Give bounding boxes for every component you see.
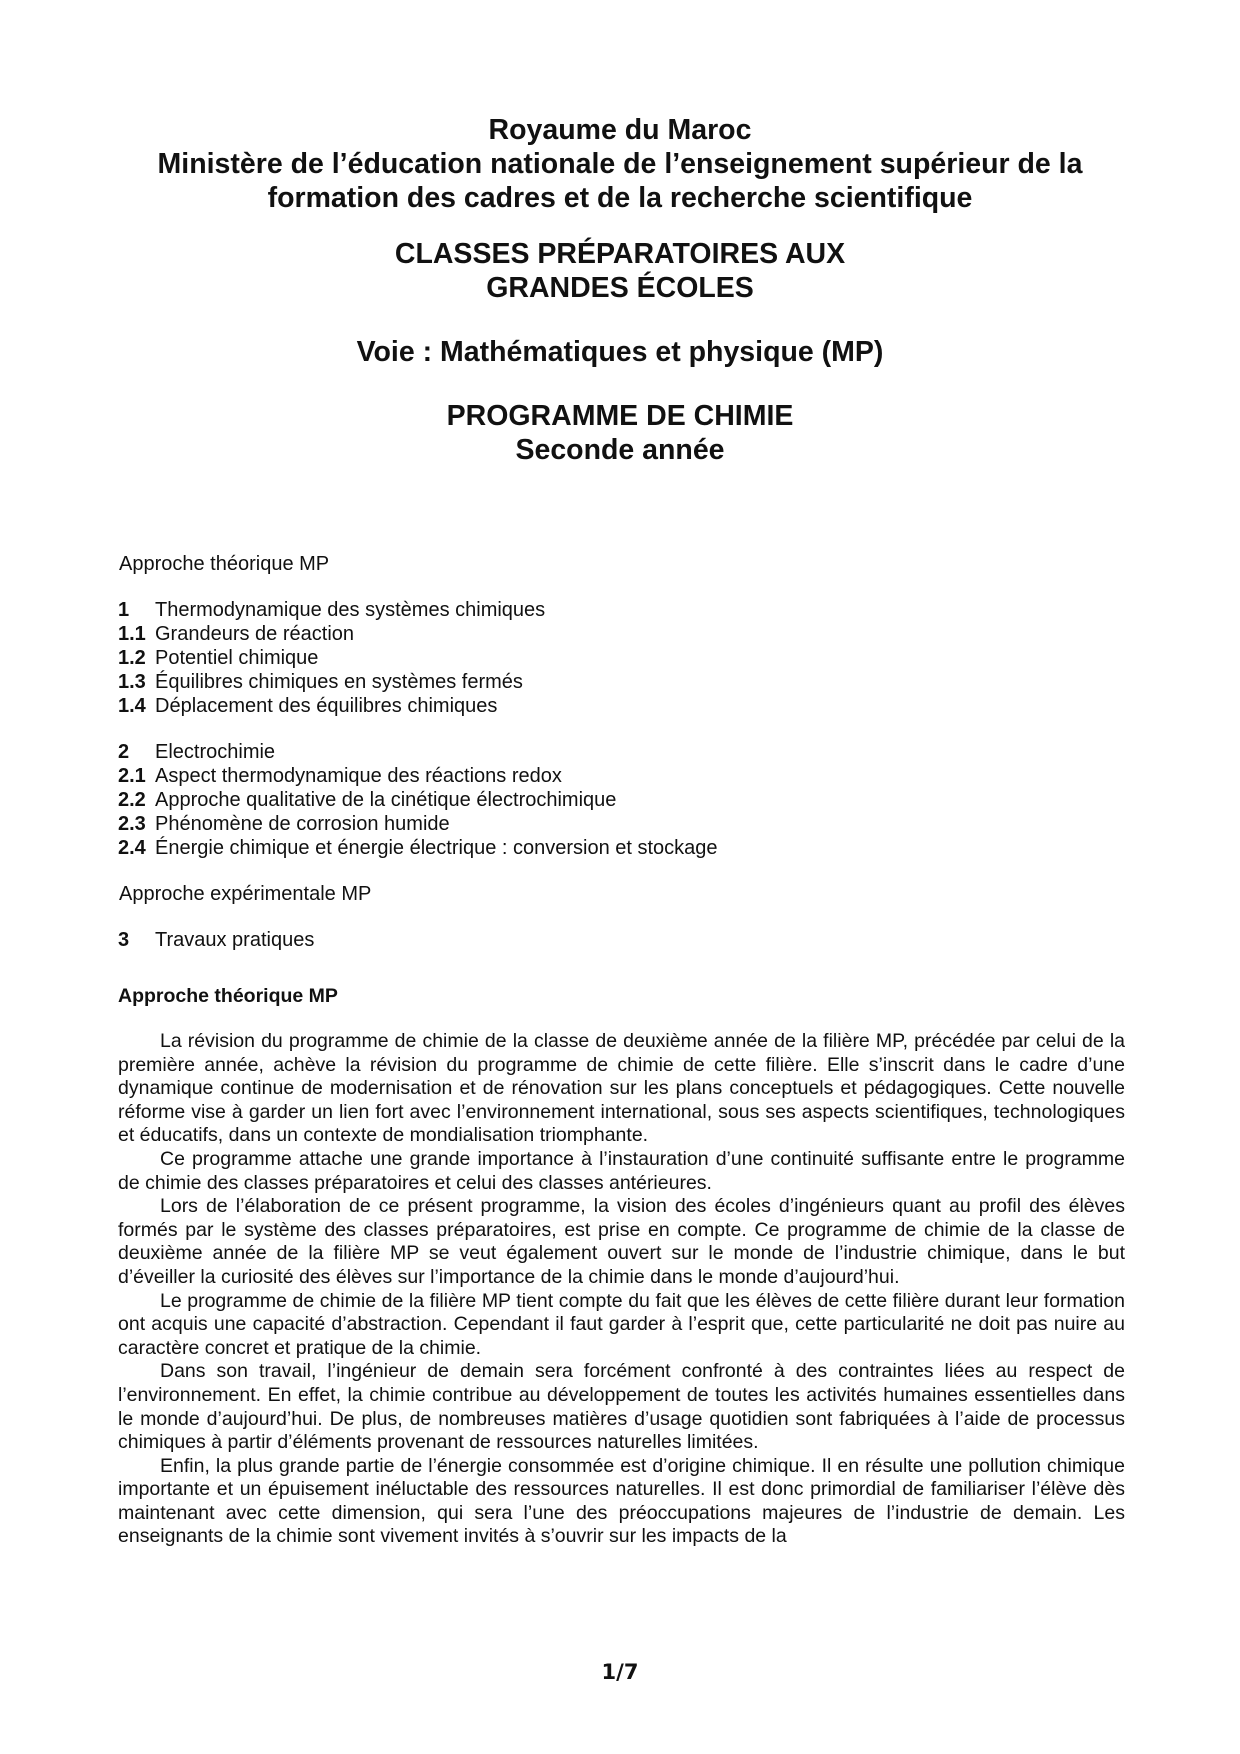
country-title: Royaume du Maroc: [488, 114, 752, 146]
document-header: [0, 113, 1240, 467]
ministry-line-1: Ministère de l’éducation nationale de l’enseignement supérieur de la: [157, 148, 1083, 180]
paragraph: Le programme de chimie de la filière MP tient compte du fait que les élèves de cette filière durant leur formation ont acquis une capacité d’abstraction. Cependant il faut garder à l’esprit que, cette particularité ne doit pas nuire au caractère concret et pratique de la chimie.: [118, 1289, 1125, 1359]
paragraph: Dans son travail, l’ingénieur de demain sera forcément confronté à des contraintes liées au respect de l’environnement. En effet, la chimie contribue au développement de toutes les activités humaines essentielles dans le monde d’aujourd’hui. De plus, de nombreuses matières d’usage quotidien sont fabriquées à l’aide de processus chimiques à partir d’éléments provenant de ressources naturelles limitées.: [118, 1360, 1125, 1454]
classes-title-line-1: CLASSES PRÉPARATOIRES AUX: [394, 238, 846, 270]
toc-item-title: Déplacement des équilibres chimiques: [155, 695, 498, 717]
toc-item: [118, 694, 818, 718]
toc-item-number: 1.1: [118, 623, 146, 645]
toc-item-number: 2.4: [118, 837, 146, 859]
toc-section-number: 2: [118, 741, 130, 763]
ministry-line-2: formation des cadres et de la recherche scientifique: [267, 182, 973, 214]
toc-section-title: Electrochimie: [155, 741, 276, 763]
toc-item-title: Potentiel chimique: [155, 647, 319, 669]
toc-item-number: 1.3: [118, 671, 146, 693]
program-title: PROGRAMME DE CHIMIE: [446, 400, 794, 432]
toc-item-number: 2.3: [118, 813, 146, 835]
toc-item: [118, 836, 818, 860]
year-title: Seconde année: [515, 434, 725, 466]
toc-item-title: Équilibres chimiques en systèmes fermés: [155, 671, 523, 693]
toc-item-number: 2.1: [118, 765, 146, 787]
toc-section-1: [118, 598, 818, 622]
toc-item-title: Phénomène de corrosion humide: [155, 813, 450, 835]
toc-item-number: 1.2: [118, 647, 146, 669]
section-heading: Approche théorique MP: [118, 985, 338, 1007]
paragraph: Ce programme attache une grande importance à l’instauration d’une continuité suffisante entre le programme de chimie des classes préparatoires et celui des classes antérieures.: [118, 1147, 1125, 1194]
toc-approach-theory: Approche théorique MP: [119, 553, 330, 575]
body-text: [118, 1030, 1125, 1549]
toc-item: [118, 670, 818, 694]
toc-item-title: Énergie chimique et énergie électrique : conversion et stockage: [155, 837, 718, 859]
paragraph: Enfin, la plus grande partie de l’énergie consommée est d’origine chimique. Il en résulte une pollution chimique importante et un épuisement inéluctable des ressources naturelles. Il est donc primordial de familiariser l’élève dès maintenant avec cette dimension, qui sera l’une des préoccupations majeures de l’industrie de demain. Les enseignants de la chimie sont vivement invités à s’ouvrir sur les impacts de la: [118, 1454, 1125, 1548]
toc-item-number: 2.2: [118, 789, 146, 811]
toc-section-number: 1: [118, 599, 130, 621]
toc-item: [118, 646, 818, 670]
toc-item: [118, 788, 818, 812]
track-title: Voie : Mathématiques et physique (MP): [356, 336, 884, 368]
toc-item: [118, 764, 818, 788]
toc-section-title: Travaux pratiques: [155, 929, 315, 951]
paragraph: Lors de l’élaboration de ce présent programme, la vision des écoles d’ingénieurs quant au profil des élèves formés par le système des classes préparatoires, est prise en compte. Ce programme de chimie de la classe de deuxième année de la filière MP se veut également ouvert sur le monde de l’industrie chimique, dans le but d’éveiller la curiosité des élèves sur l’importance de la chimie dans le monde d’aujourd’hui.: [118, 1195, 1125, 1288]
page-number: 1/7: [601, 1660, 639, 1684]
toc-item-title: Approche qualitative de la cinétique électrochimique: [155, 789, 617, 811]
toc-item-number: 1.4: [118, 695, 146, 717]
toc-section-title: Thermodynamique des systèmes chimiques: [155, 599, 546, 621]
toc-item-title: Aspect thermodynamique des réactions redox: [155, 765, 562, 787]
paragraph: La révision du programme de chimie de la classe de deuxième année de la filière MP, précédée par celui de la première année, achève la révision du programme de chimie de cette filière. Elle s’inscrit dans le cadre d’une dynamique continue de modernisation et de rénovation sur les plans conceptuels et pédagogiques. Cette nouvelle réforme vise à garder un lien fort avec l’environnement international, sous ses aspects scientifiques, technologiques et éducatifs, dans un contexte de mondialisation triomphante.: [118, 1030, 1125, 1147]
toc-section-number: 3: [118, 929, 130, 951]
table-of-contents: [118, 552, 818, 952]
toc-item: [118, 622, 818, 646]
toc-approach-experimental: Approche expérimentale MP: [119, 883, 372, 905]
toc-section-2: [118, 740, 818, 764]
toc-item: [118, 812, 818, 836]
toc-item-title: Grandeurs de réaction: [155, 623, 355, 645]
toc-section-3: [118, 928, 818, 952]
classes-title-line-2: GRANDES ÉCOLES: [486, 272, 754, 304]
